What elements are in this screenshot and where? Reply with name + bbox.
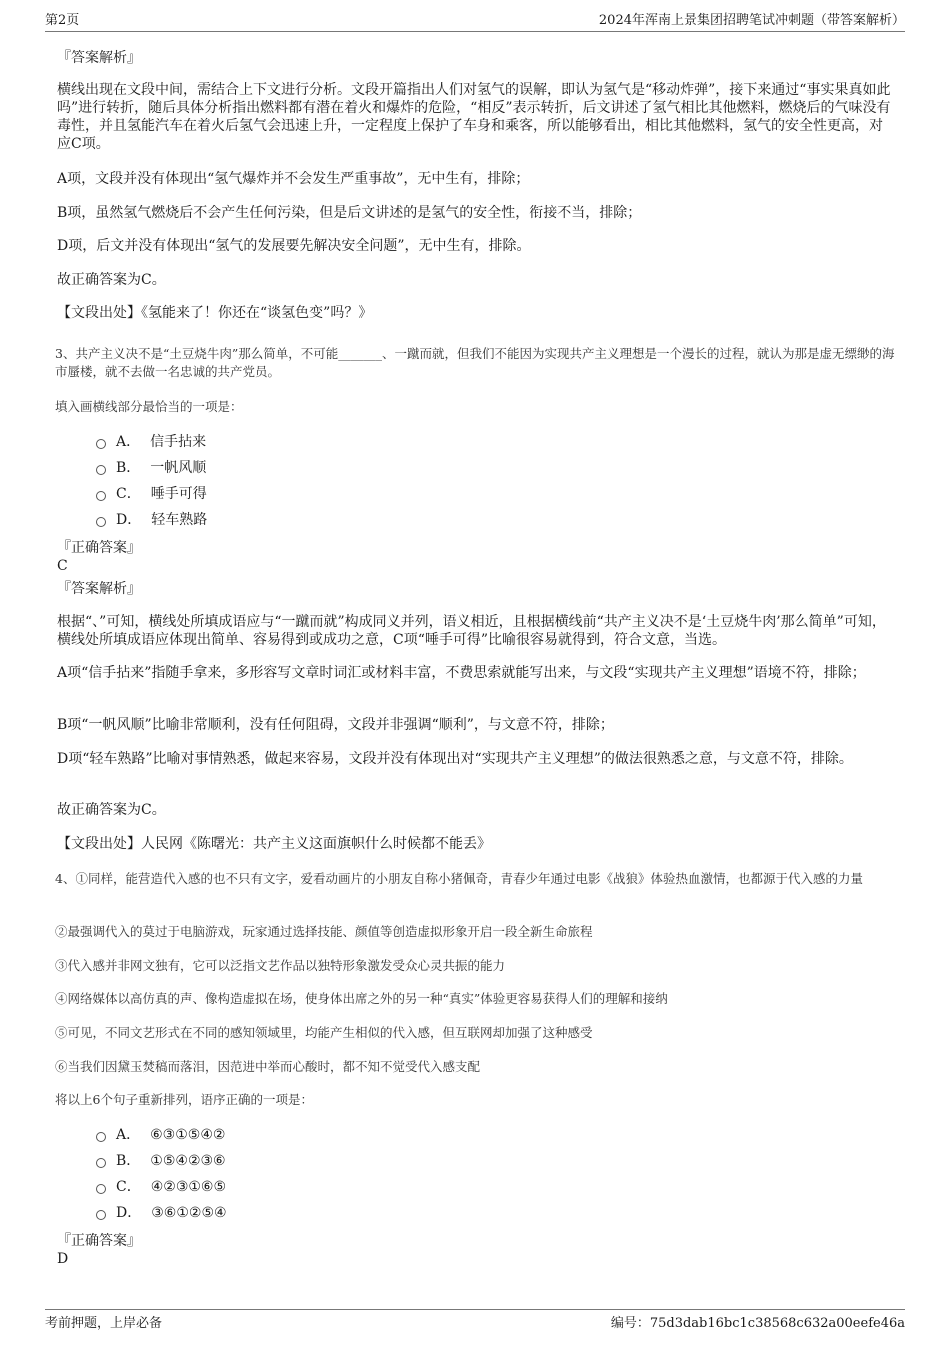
q4-option-d[interactable] [96,1204,227,1222]
radio-icon[interactable] [96,1158,106,1168]
option-text: 信手拈来 [150,434,207,450]
option-text: 唾手可得 [150,486,207,502]
q4-prompt: 将以上6个句子重新排列，语序正确的一项是： [55,1092,313,1107]
page-footer [45,1309,905,1340]
page-number: 第2页 [45,13,80,28]
q3-prompt: 填入画横线部分最恰当的一项是： [55,399,243,414]
q3-option-d-explain: D项“轻车熟路”比喻对事情熟悉，做起来容易，文段并没有体现出对“实现共产主义理想”的做法很熟悉之意，与文意不符，排除。 [57,751,853,767]
radio-icon[interactable] [96,439,106,449]
option-letter: D． [116,1205,142,1221]
option-letter: B． [116,1153,141,1169]
option-letter: D． [116,512,142,528]
q4-option-b[interactable] [96,1152,226,1170]
option-text: ④②③①⑥⑤ [150,1179,227,1195]
option-letter: B． [116,460,141,476]
q4-answer: D [57,1251,69,1267]
q3-option-b[interactable] [96,459,206,477]
q3-analysis: 根据“、”可知，横线处所填成语应与“一蹴而就”构成同义并列，语义相近，且根据横线前“共产主义决不是‘土豆烧牛肉’那么简单”可知，横线处所填成语应体现出简单、容易得到或成功之意，C项“唾手可得”比喻很容易就得到，符合文意，当选。 [57,614,886,648]
option-letter: C． [116,1179,141,1195]
q4-sentence-4: ④网络媒体以高仿真的声、像构造虚拟在场，使身体出席之外的另一种“真实”体验更容易获得人们的理解和接纳 [55,991,668,1006]
q2-analysis: 横线出现在文段中间，需结合上下文进行分析。文段开篇指出人们对氢气的误解，即认为氢气是“移动炸弹”，接下来通过“事实果真如此吗”进行转折，随后具体分析指出燃料都有潜在着火和爆炸的危险，“相反”表示转折，后文讲述了氢气相比其他燃料，燃烧后的气味没有毒性，并且氢能汽车在着火后氢气会迅速上升，一定程度上保护了车身和乘客，所以能够看出，相比其他燃料，氢气的安全性更高，对应C项。 [57,82,891,152]
q3-option-c[interactable] [96,485,207,503]
q3-option-a[interactable] [96,433,206,451]
q2-analysis-label: 『答案解析』 [57,50,141,66]
radio-icon[interactable] [96,1210,106,1220]
q4-option-a[interactable] [96,1126,225,1144]
q2-source: 【文段出处】《氢能来了！你还在“谈氢色变”吗？》 [57,305,373,321]
radio-icon[interactable] [96,1184,106,1194]
option-text: 一帆风顺 [150,460,207,476]
option-text: ①⑤④②③⑥ [150,1153,226,1169]
radio-icon[interactable] [96,465,106,475]
q4-sentence-6: ⑥当我们因黛玉焚稿而落泪，因范进中举而心酸时，都不知不觉受代入感支配 [55,1059,481,1074]
option-letter: A． [116,1127,141,1143]
q3-conclusion: 故正确答案为C。 [57,802,166,818]
radio-icon[interactable] [96,517,106,527]
q4-sentence-1: 4、①同样，能营造代入感的也不只有文字，爱看动画片的小朋友自称小猪佩奇，青春少年通过电影《战狼》体验热血激情，也都源于代入感的力量 [55,871,863,886]
q3-answer-label: 『正确答案』 [57,540,141,556]
radio-icon[interactable] [96,1132,106,1142]
q4-sentence-2: ②最强调代入的莫过于电脑游戏，玩家通过选择技能、颜值等创造虚拟形象开启一段全新生命旅程 [55,924,593,939]
q3-option-d[interactable] [96,511,207,529]
q3-option-b-explain: B项“一帆风顺”比喻非常顺利，没有任何阻碍，文段并非强调“顺利”，与文意不符，排除； [57,717,614,733]
q3-source: 【文段出处】人民网《陈曙光：共产主义这面旗帜什么时候都不能丢》 [57,836,491,852]
q4-answer-label: 『正确答案』 [57,1233,141,1249]
q2-option-b-explain: B项，虽然氢气燃烧后不会产生任何污染，但是后文讲述的是氢气的安全性，衔接不当，排除； [57,205,642,221]
page-header [45,11,905,32]
document-title: 2024年浑南上景集团招聘笔试冲刺题（带答案解析） [598,13,905,28]
option-letter: A． [116,434,141,450]
option-text: 轻车熟路 [151,512,208,528]
option-letter: C． [116,486,141,502]
code-value: 75d3dab16bc1c38568c632a00eefe46a [649,1316,905,1331]
option-text: ③⑥①②⑤④ [151,1205,227,1221]
code-label: 编号： [610,1316,650,1331]
option-text: ⑥③①⑤④② [150,1127,226,1143]
radio-icon[interactable] [96,491,106,501]
q4-option-c[interactable] [96,1178,226,1196]
q2-option-a-explain: A项，文段并没有体现出“氢气爆炸并不会发生严重事故”，无中生有，排除； [57,171,530,187]
q2-option-d-explain: D项，后文并没有体现出“氢气的发展要先解决安全问题”，无中生有，排除。 [57,238,531,254]
q3-option-a-explain: A项“信手拈来”指随手拿来，多形容写文章时词汇或材料丰富，不费思索就能写出来，与文段“实现共产主义理想”语境不符，排除； [57,665,866,681]
q3-answer: C [57,558,68,574]
q4-sentence-3: ③代入感并非网文独有，它可以泛指文艺作品以独特形象激发受众心灵共振的能力 [55,958,506,973]
document-code [611,1313,905,1335]
q3-analysis-label: 『答案解析』 [57,581,141,597]
footer-slogan: 考前押题，上岸必备 [45,1316,163,1331]
q4-sentence-5: ⑤可见，不同文艺形式在不同的感知领域里，均能产生相似的代入感，但互联网却加强了这种感受 [55,1025,593,1040]
q3-stem: 3、共产主义决不是“土豆烧牛肉”那么简单，不可能_______、一蹴而就，但我们不能因为实现共产主义理想是一个漫长的过程，就认为那是虚无缥缈的海市蜃楼，就不去做一名忠诚的共产党员。 [55,346,895,379]
q2-conclusion: 故正确答案为C。 [57,272,166,288]
